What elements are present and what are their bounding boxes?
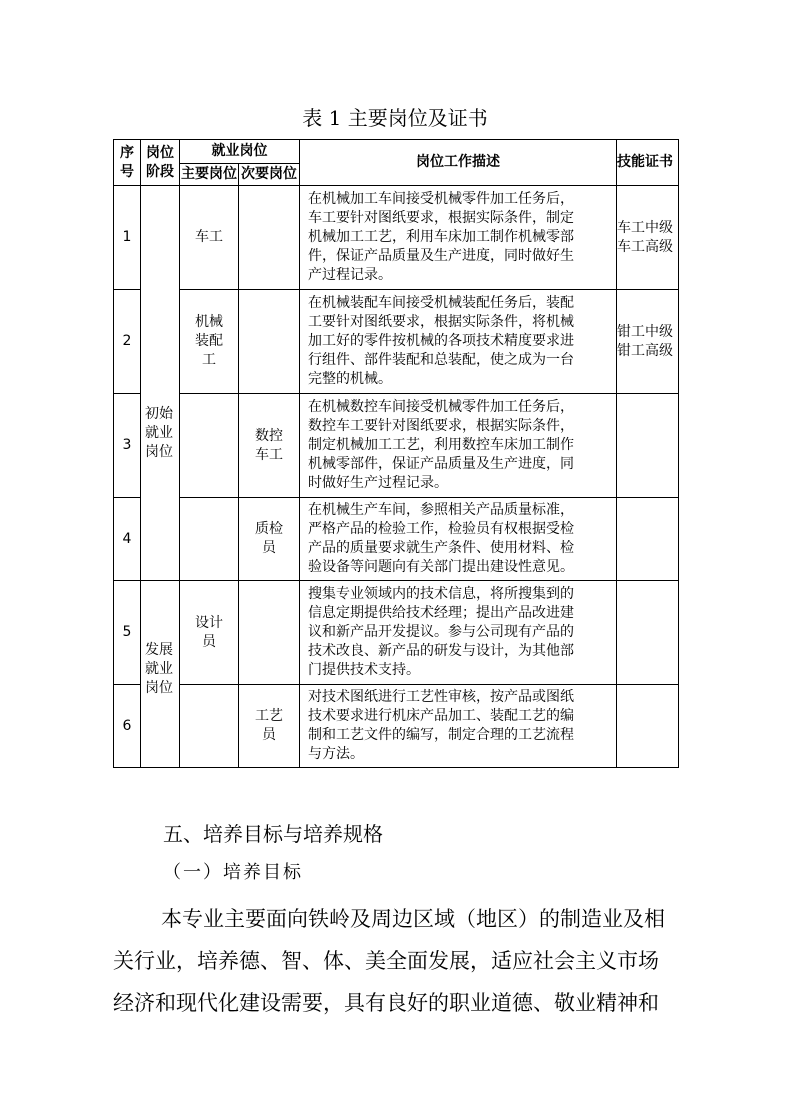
row-seq: 2 (114, 290, 141, 394)
row-seq: 4 (114, 498, 141, 581)
certificate (617, 581, 679, 685)
header-employment: 就业岗位 (180, 140, 300, 164)
header-secondary-post: 次要岗位 (239, 164, 300, 186)
table-row (114, 498, 679, 581)
section-heading: 五、培养目标与培养规格 (163, 822, 383, 846)
jobs-certificates-table (113, 139, 679, 768)
header-main-post: 主要岗位 (180, 164, 239, 186)
certificate: 车工中级 车工高级 (617, 186, 679, 290)
row-seq: 6 (114, 685, 141, 768)
secondary-post: 质检 员 (239, 498, 300, 581)
job-description: 对技术图纸进行工艺性审核，按产品或图纸 技术要求进行机床产品加工、装配工艺的编 制和工艺文件的编写，制定合理的工艺流程 与方法。 (300, 685, 617, 768)
stage-development: 发展 就业 岗位 (141, 581, 180, 768)
header-seq: 序 号 (114, 140, 141, 186)
certificate (617, 685, 679, 768)
job-description: 在机械数控车间接受机械零件加工任务后， 数控车工要针对图纸要求，根据实际条件， 制定机械加工工艺，利用数控车床加工制作 机械零部件，保证产品质量及生产进度，同 时做好生产过程记录。 (300, 394, 617, 498)
table-row (114, 685, 679, 768)
paragraph-line: 本专业主要面向铁岭及周边区域（地区）的制造业及相 (161, 907, 665, 931)
secondary-post (239, 290, 300, 394)
table-row (114, 394, 679, 498)
main-post: 设计 员 (180, 581, 239, 685)
job-description: 在机械加工车间接受机械零件加工任务后， 车工要针对图纸要求，根据实际条件，制定 机械加工工艺，利用车床加工制作机械零部 件，保证产品质量及生产进度，同时做好生 产过程记录。 (300, 186, 617, 290)
main-post (180, 394, 239, 498)
header-stage: 岗位 阶段 (141, 140, 180, 186)
main-post (180, 685, 239, 768)
job-description: 在机械装配车间接受机械装配任务后，装配 工要针对图纸要求，根据实际条件，将机械 加工好的零件按机械的各项技术精度要求进 行组件、部件装配和总装配，使之成为一台 完整的机械。 (300, 290, 617, 394)
row-seq: 3 (114, 394, 141, 498)
sub-heading: （一）培养目标 (163, 862, 303, 883)
paragraph-line: 关行业，培养德、智、体、美全面发展，适应社会主义市场 (113, 949, 659, 973)
secondary-post (239, 186, 300, 290)
main-post (180, 498, 239, 581)
body-paragraph (113, 898, 678, 1024)
header-description: 岗位工作描述 (300, 140, 617, 186)
secondary-post: 工艺 员 (239, 685, 300, 768)
table-row (114, 581, 679, 685)
certificate: 钳工中级 钳工高级 (617, 290, 679, 394)
secondary-post: 数控 车工 (239, 394, 300, 498)
header-certificate: 技能证书 (617, 140, 679, 186)
table-title: 表 1 主要岗位及证书 (302, 106, 488, 130)
stage-initial: 初始 就业 岗位 (141, 186, 180, 581)
secondary-post (239, 581, 300, 685)
job-description: 在机械生产车间，参照相关产品质量标准， 严格产品的检验工作，检验员有权根据受检 产品的质量要求就生产条件、使用材料、检 验设备等问题向有关部门提出建设性意见。 (300, 498, 617, 581)
row-seq: 5 (114, 581, 141, 685)
row-seq: 1 (114, 186, 141, 290)
main-post: 车工 (180, 186, 239, 290)
job-description: 搜集专业领域内的技术信息，将所搜集到的 信息定期提供给技术经理；提出产品改进建 议和新产品开发提议。参与公司现有产品的 技术改良、新产品的研发与设计，为其他部 门提供技术支持。 (300, 581, 617, 685)
paragraph-line: 经济和现代化建设需要，具有良好的职业道德、敬业精神和 (113, 991, 659, 1015)
certificate (617, 394, 679, 498)
table-row (114, 290, 679, 394)
main-post: 机械 装配 工 (180, 290, 239, 394)
certificate (617, 498, 679, 581)
table-row (114, 186, 679, 290)
